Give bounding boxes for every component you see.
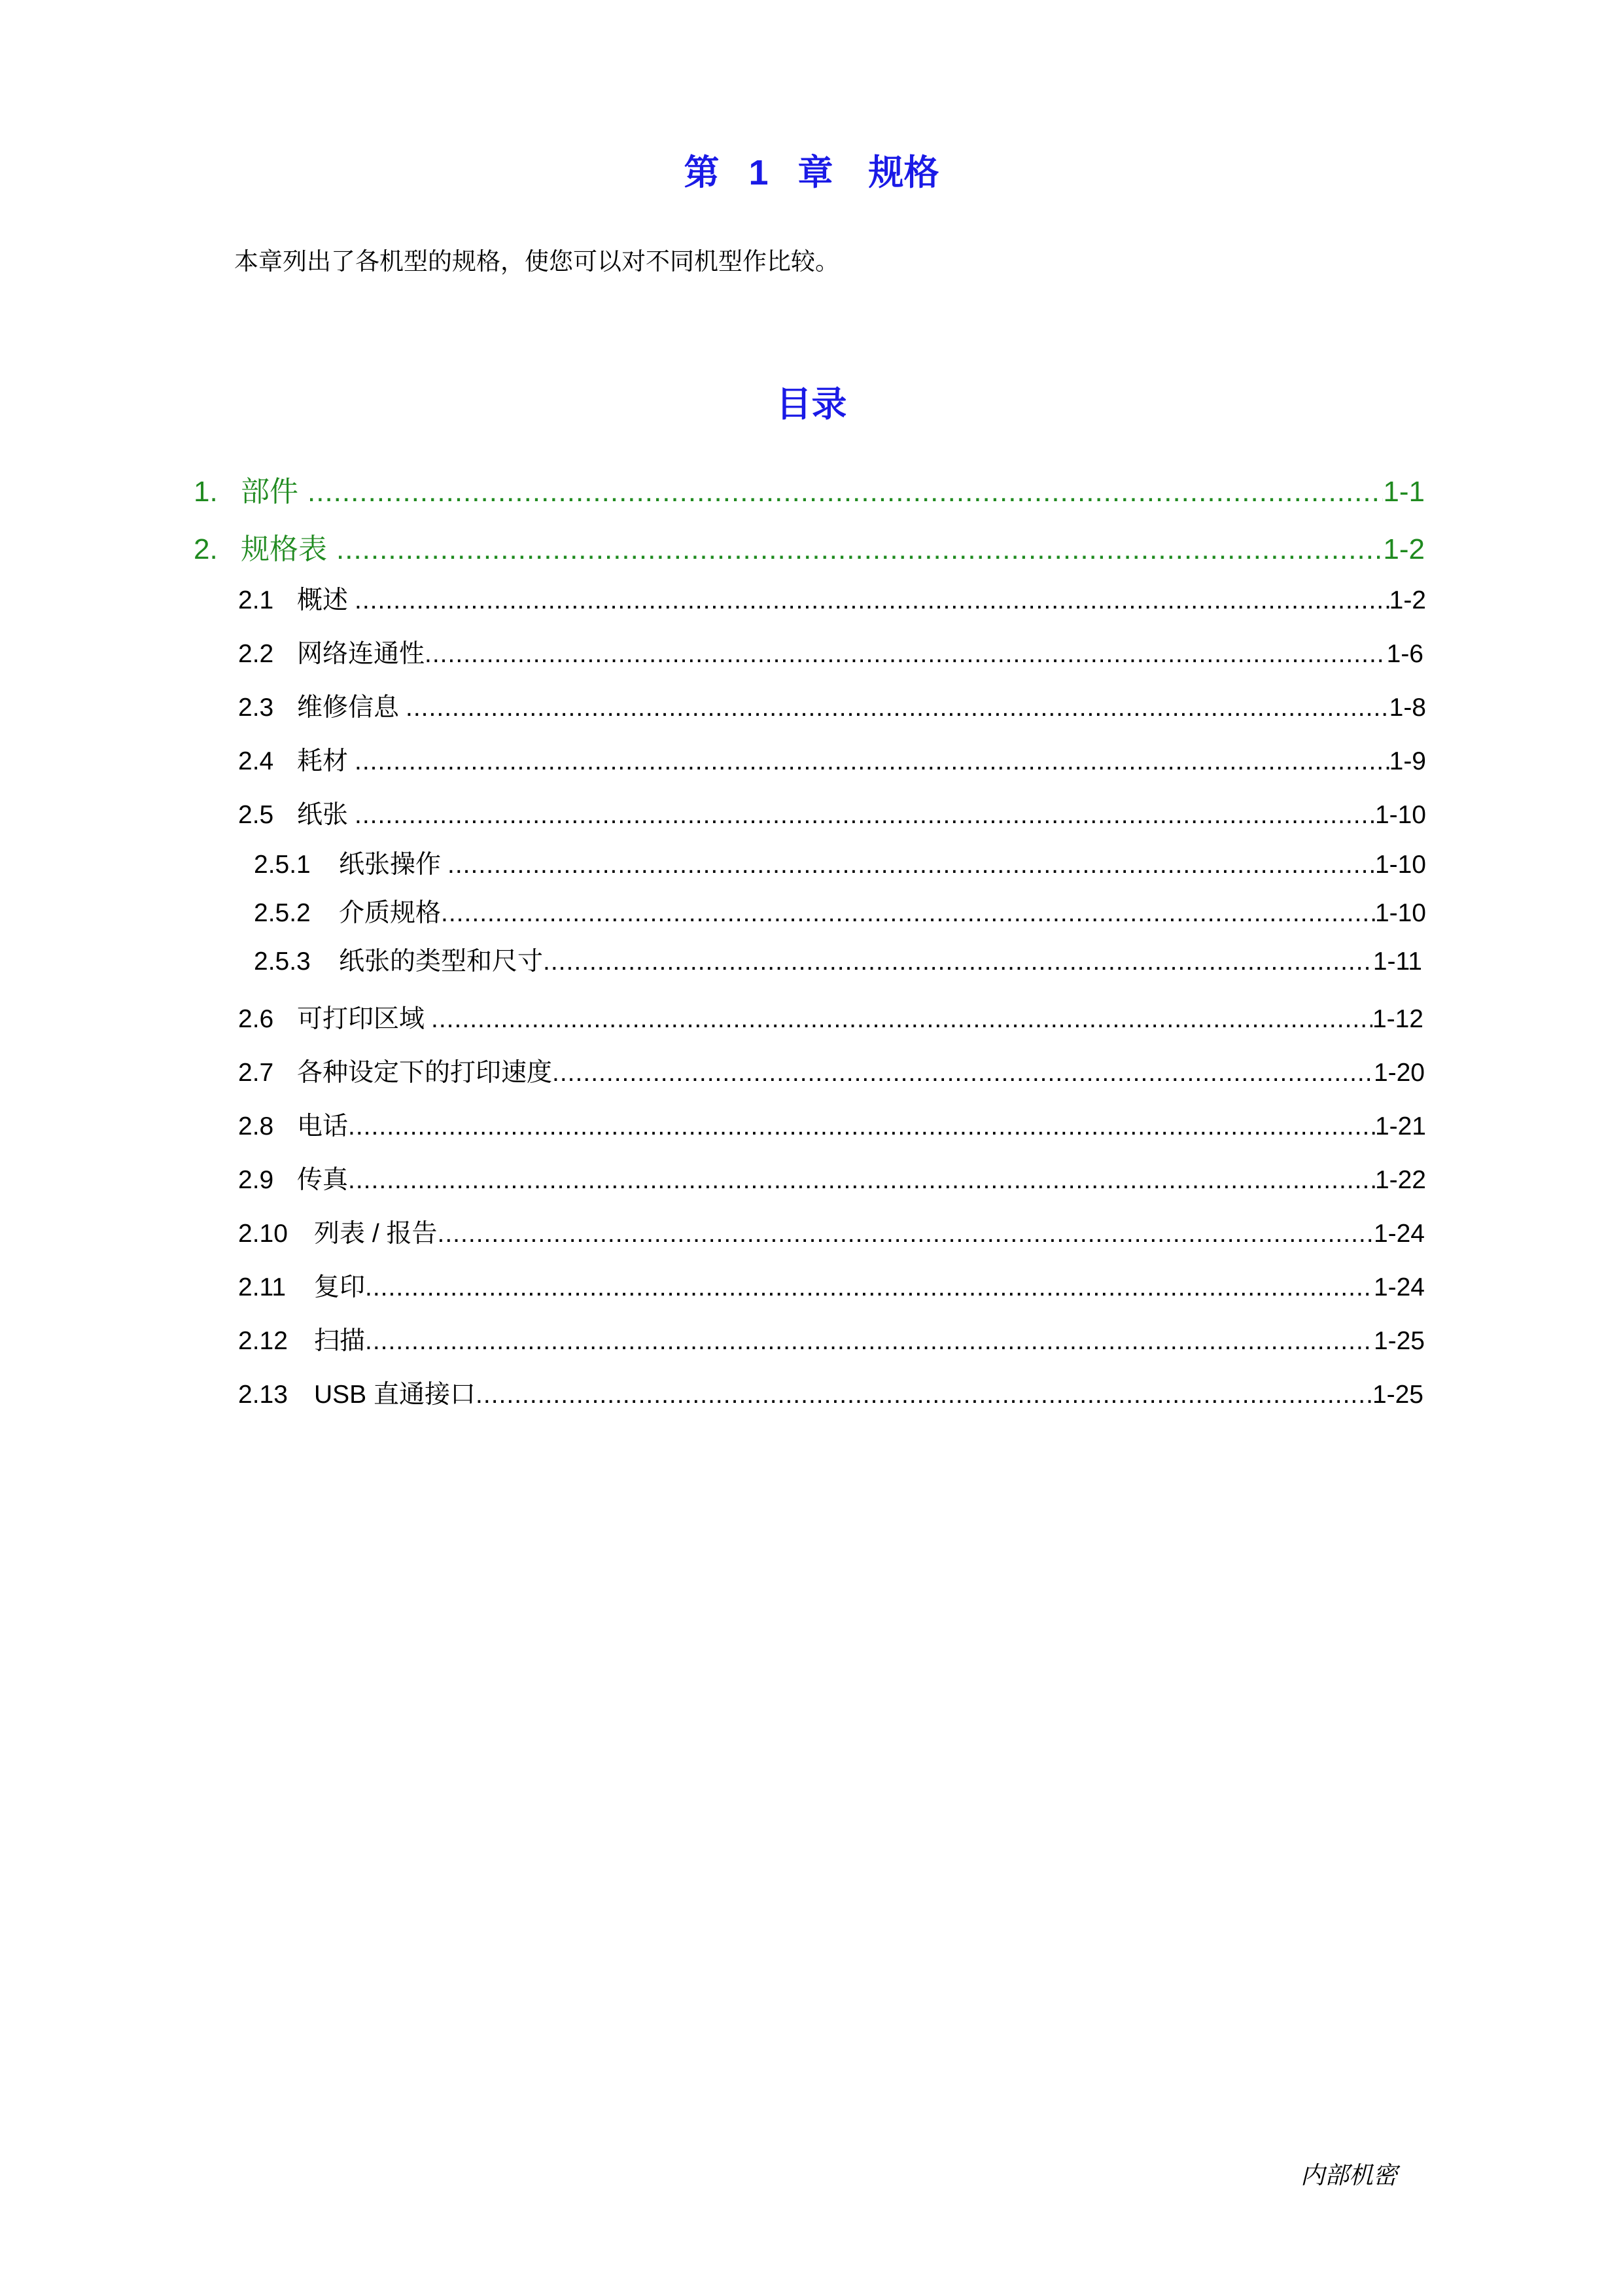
toc-entry-title: 概述 (297, 586, 349, 614)
toc-entry-number: 2.5.2 (254, 899, 311, 927)
toc-entry-number: 2.10 (238, 1220, 288, 1248)
toc-entry-number: 2. (194, 533, 218, 565)
toc-dot-leader (438, 1216, 1374, 1252)
toc-entry-page: 1-10 (1374, 801, 1426, 829)
toc-dot-leader (365, 1323, 1374, 1360)
chapter-intro: 本章列出了各机型的规格，使您可以对不同机型作比较。 (234, 248, 839, 275)
toc-dot-leader (447, 847, 1375, 883)
toc-entry-2-5-3[interactable] (254, 944, 1422, 980)
toc-entry-title: 网络连通性 (297, 640, 425, 668)
toc-entry-title: 列表 / 报告 (314, 1220, 438, 1248)
toc-dot-leader (552, 1055, 1374, 1091)
toc-entry-page: 1-25 (1372, 1381, 1423, 1409)
toc-entry-title: 维修信息 (297, 694, 400, 722)
toc-entry-number: 2.3 (238, 694, 274, 722)
toc-entry-2-12[interactable] (238, 1323, 1425, 1360)
toc-entry-title: 部件 (241, 476, 298, 508)
toc-dot-leader (348, 1108, 1375, 1145)
toc-entry-number: 2.5 (238, 801, 274, 829)
toc-entry-title: 可打印区域 (297, 1005, 425, 1033)
toc-entry-page: 1-9 (1389, 747, 1426, 775)
toc-entry-page: 1-8 (1389, 694, 1426, 722)
toc-dot-leader (336, 529, 1383, 571)
toc-dot-leader (431, 1001, 1372, 1038)
toc-entry-2-4[interactable] (238, 743, 1426, 780)
toc-heading: 目录 (776, 385, 847, 424)
toc-entry-number: 2.7 (238, 1059, 274, 1087)
toc-entry-number: 2.13 (238, 1381, 288, 1409)
toc-entry-title: 各种设定下的打印速度 (297, 1059, 553, 1087)
toc-entry-page: 1-1 (1383, 476, 1425, 508)
toc-entry-number: 2.2 (238, 640, 274, 668)
toc-entry-1[interactable] (194, 471, 1425, 513)
toc-dot-leader (307, 471, 1383, 513)
toc-entry-number: 1. (194, 476, 218, 508)
toc-entry-2-11[interactable] (238, 1269, 1425, 1306)
toc-entry-title: 纸张 (297, 801, 349, 829)
toc-entry-page: 1-20 (1373, 1059, 1425, 1087)
toc-entry-number: 2.4 (238, 747, 274, 775)
toc-entry-title: 传真 (297, 1166, 349, 1194)
toc-entry-number: 2.6 (238, 1005, 274, 1033)
toc-entry-title: 纸张的类型和尺寸 (339, 947, 544, 976)
toc-entry-page: 1-11 (1372, 947, 1422, 976)
toc-entry-page: 1-22 (1374, 1166, 1426, 1194)
toc-entry-number: 2.5.3 (254, 947, 311, 976)
toc-entry-number: 2.8 (238, 1112, 274, 1140)
toc-entry-page: 1-10 (1374, 851, 1426, 879)
toc-dot-leader (365, 1269, 1374, 1306)
toc-dot-leader (441, 895, 1375, 932)
toc-entry-number: 2.5.1 (254, 851, 311, 879)
toc-entry-2-2[interactable] (238, 636, 1423, 673)
toc-entry-2-8[interactable] (238, 1108, 1426, 1145)
toc-dot-leader (355, 582, 1389, 619)
toc-entry-title: 耗材 (297, 747, 349, 775)
toc-entry-2-3[interactable] (238, 690, 1426, 726)
toc-entry-2-5[interactable] (238, 797, 1426, 834)
toc-entry-number: 2.11 (238, 1273, 287, 1301)
toc-entry-2-9[interactable] (238, 1162, 1426, 1199)
toc-entry-2-10[interactable] (238, 1216, 1425, 1252)
toc-entry-title: 电话 (297, 1112, 349, 1140)
toc-dot-leader (355, 743, 1389, 780)
toc-dot-leader (543, 944, 1373, 980)
toc-entry-page: 1-25 (1373, 1327, 1425, 1355)
toc-entry-2-7[interactable] (238, 1055, 1425, 1091)
toc-entry-2-13[interactable] (238, 1377, 1423, 1413)
toc-entry-page: 1-2 (1389, 586, 1426, 614)
toc-entry-2-5-1[interactable] (254, 847, 1426, 883)
toc-entry-page: 1-10 (1374, 899, 1426, 927)
toc-entry-page: 1-12 (1372, 1005, 1423, 1033)
toc-entry-2-6[interactable] (238, 1001, 1423, 1038)
toc-entry-title: 扫描 (314, 1327, 366, 1355)
toc-entry-2-5-2[interactable] (254, 895, 1426, 932)
toc-entry-page: 1-24 (1373, 1273, 1425, 1301)
toc-entry-2-1[interactable] (238, 582, 1426, 619)
toc-entry-title: 规格表 (241, 533, 327, 565)
toc-entry-title: USB 直通接口 (314, 1381, 476, 1409)
toc-entry-title: 介质规格 (339, 899, 442, 927)
toc-dot-leader (348, 1162, 1375, 1199)
toc-entry-page: 1-2 (1383, 533, 1425, 565)
toc-entry-title: 复印 (314, 1273, 366, 1301)
chapter-title: 第 1 章 规格 (684, 153, 939, 192)
toc-dot-leader (425, 636, 1387, 673)
toc-entry-2[interactable] (194, 529, 1425, 571)
toc-entry-page: 1-21 (1374, 1112, 1426, 1140)
confidential-note: 内部机密 (1300, 2163, 1397, 2189)
toc-entry-number: 2.1 (238, 586, 274, 614)
toc-entry-page: 1-24 (1373, 1220, 1425, 1248)
toc-dot-leader (406, 690, 1389, 726)
toc-dot-leader (476, 1377, 1372, 1413)
toc-entry-title: 纸张操作 (339, 851, 442, 879)
toc-entry-number: 2.12 (238, 1327, 288, 1355)
toc-entry-number: 2.9 (238, 1166, 274, 1194)
toc-entry-page: 1-6 (1386, 640, 1423, 668)
toc-dot-leader (355, 797, 1375, 834)
